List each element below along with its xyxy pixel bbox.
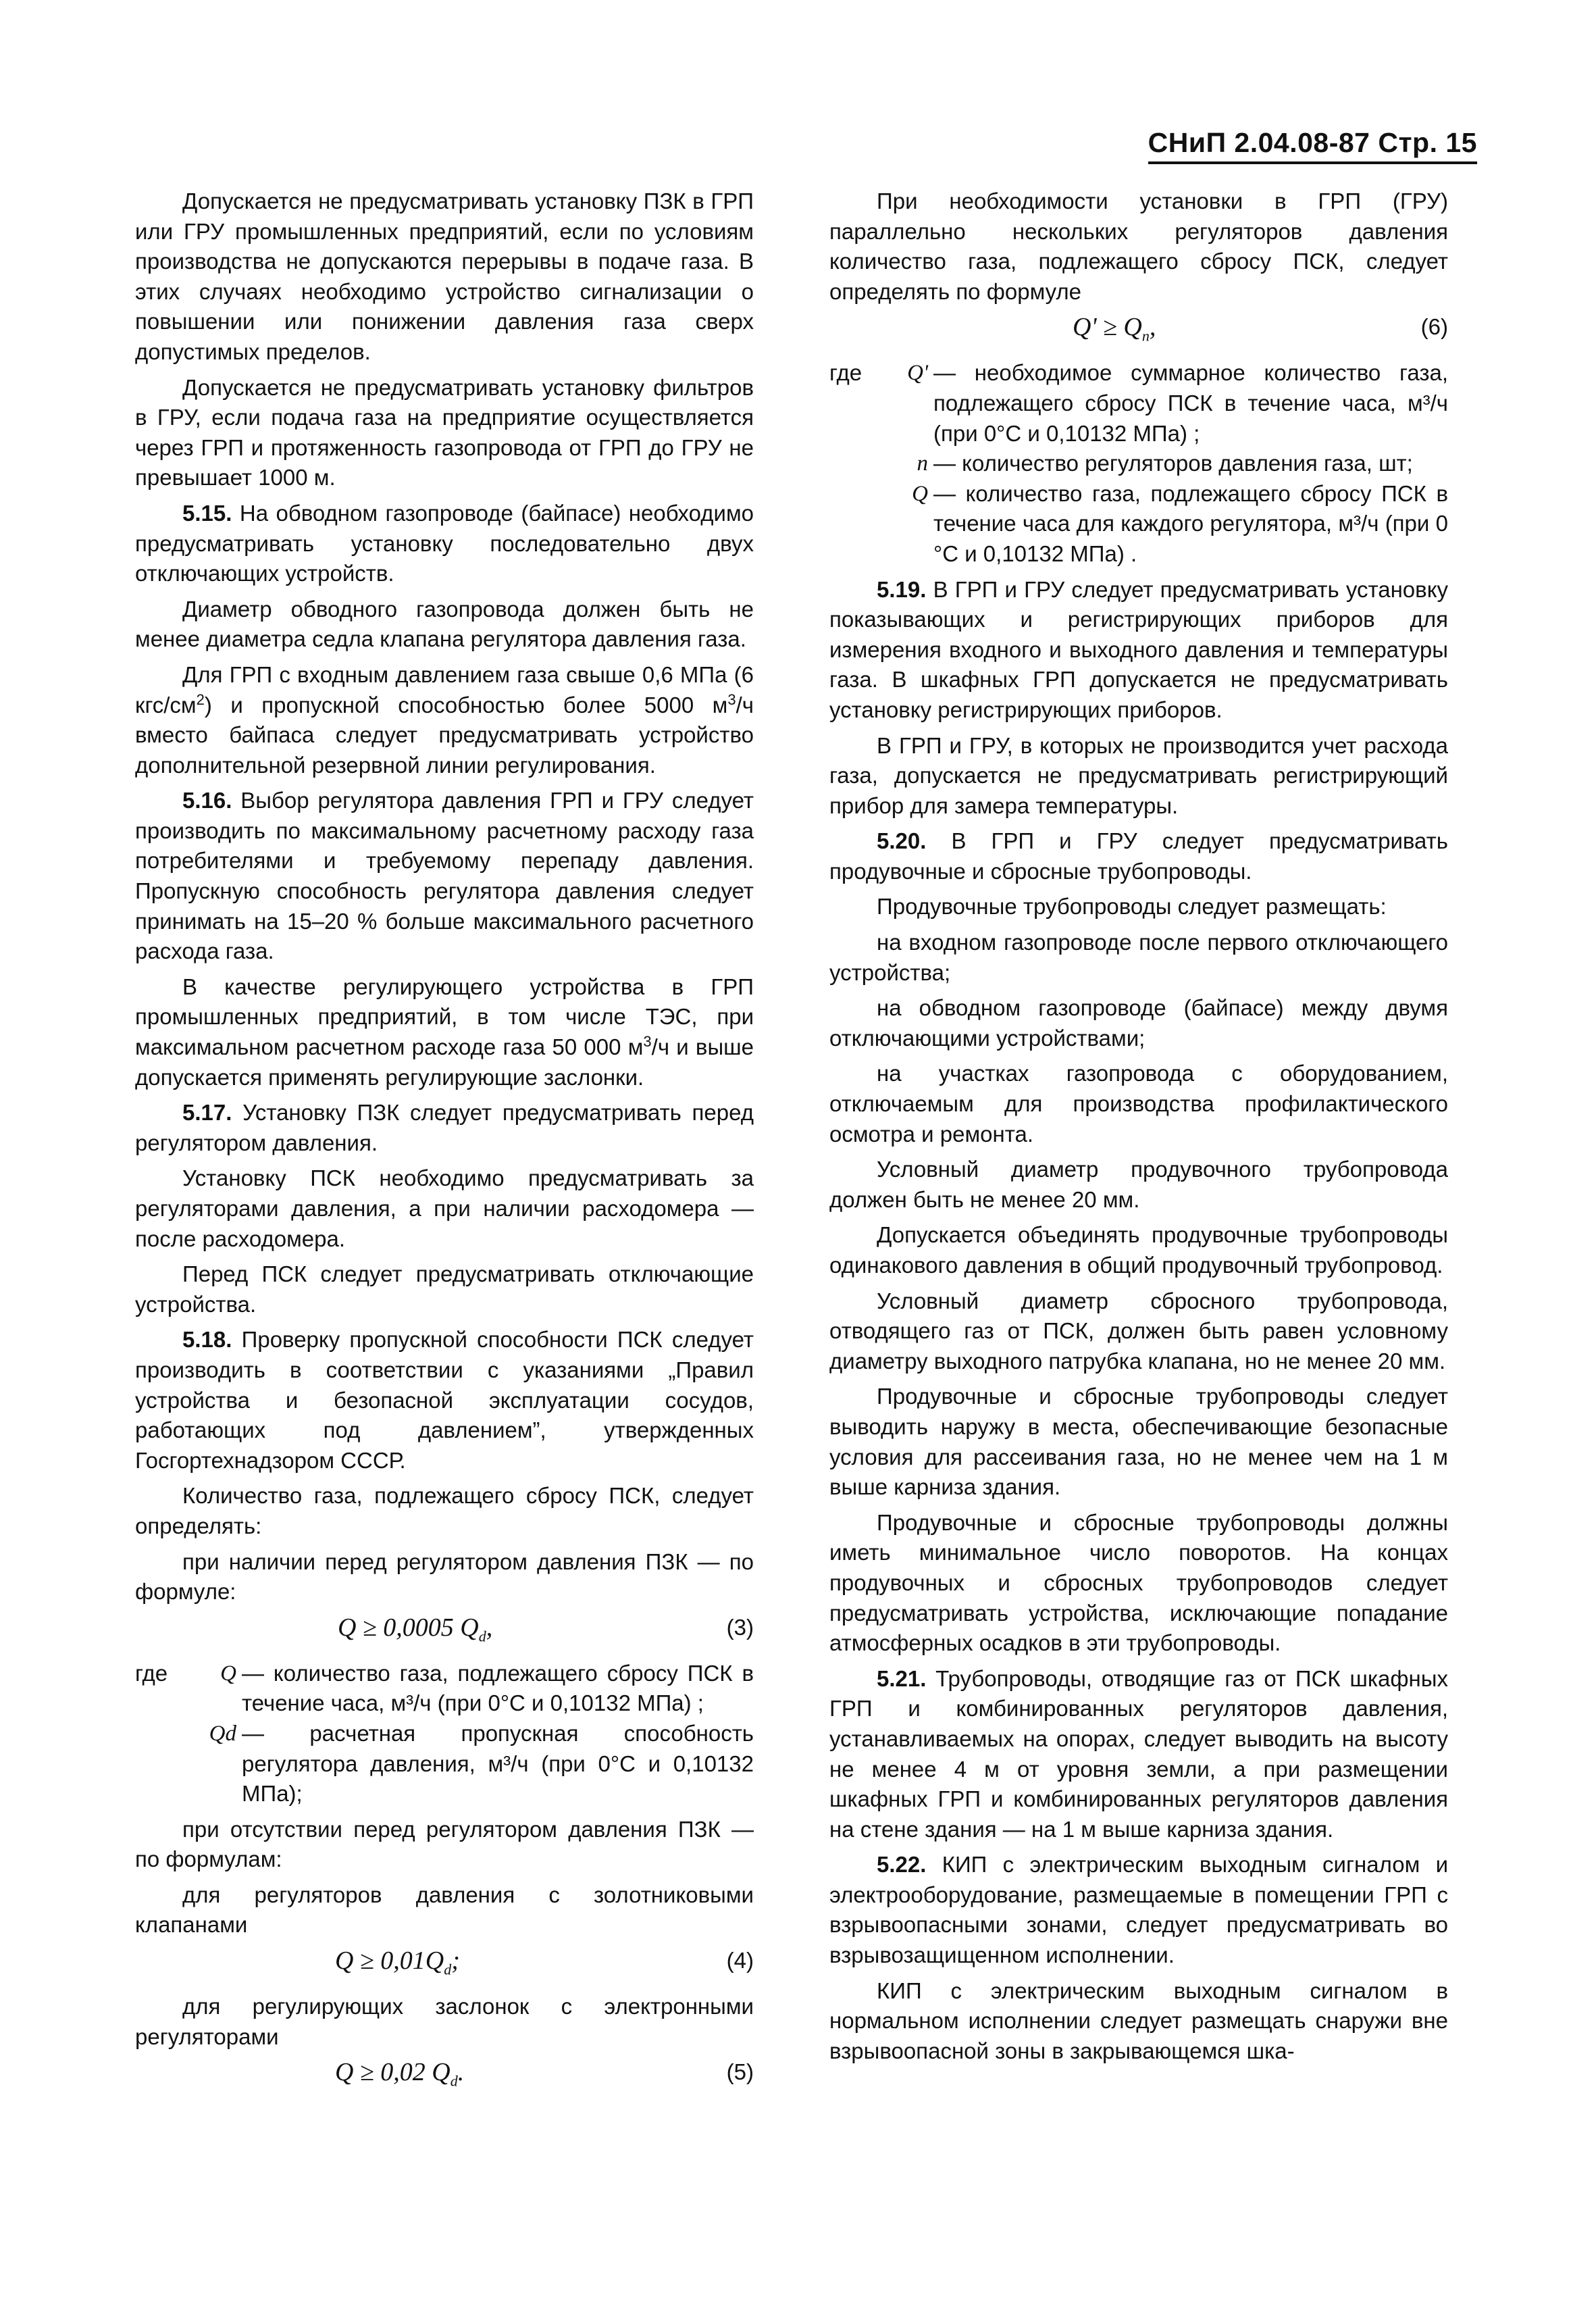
paragraph: Установку ПСК необходимо предусматривать за регуляторами давления, а при наличии расходомера — после расходомера. — [135, 1165, 754, 1251]
paragraph: В ГРП и ГРУ, в которых не производится учет расхода газа, допускается не предусматривать регистрирующий прибор для замера температуры. — [829, 732, 1448, 818]
definition-list — [829, 358, 1448, 569]
section-text: Установку ПЗК следует предусматривать перед регулятором давления. — [135, 1100, 754, 1155]
section-number: 5.21. — [877, 1665, 927, 1691]
definition-row — [829, 479, 1448, 570]
definition-text: — количество газа, подлежащего сбросу ПСК в течение часа, м³/ч (при 0°С и 0,10132 МПа) ; — [242, 1660, 754, 1716]
superscript: 2 — [196, 690, 205, 708]
section-number: 5.16. — [182, 788, 232, 813]
superscript: 3 — [643, 1033, 652, 1051]
spacer — [135, 1719, 176, 1809]
left-column — [135, 186, 754, 2103]
spacer — [829, 449, 877, 479]
where-label: где — [135, 1660, 168, 1686]
paragraph: Допускается не предусматривать установку ПЗК в ГРП или ГРУ промышленных предприятий, если по условиям производства не допускаются перерывы в подаче газа. В этих случаях необходимо устройство сигнализации о повышении или понижении давления газа сверх допустимых пределов. — [135, 188, 754, 364]
definition-row — [829, 449, 1448, 479]
section-5-21 — [829, 1664, 1448, 1845]
definition-text: — количество регуляторов давления газа, шт; — [933, 451, 1413, 476]
formula-5 — [135, 2057, 754, 2096]
symbol: Q — [220, 1661, 236, 1686]
symbol: Q' — [907, 361, 928, 386]
spacer — [829, 479, 877, 570]
section-5-16 — [135, 786, 754, 967]
section-5-17 — [135, 1098, 754, 1158]
section-text: Проверку пропускной способности ПСК следует производить в соответствии с указаниями „Правил устройства и безопасной эксплуатации сосудов, работающих под давлением”, утвержденных Госгортехнадзором СССР. — [135, 1327, 754, 1473]
paragraph: Допускается объединять продувочные трубопроводы одинакового давления в общий продувочный трубопровод. — [829, 1222, 1448, 1278]
section-number: 5.17. — [182, 1100, 232, 1126]
right-column — [829, 186, 1448, 2071]
paragraph: Количество газа, подлежащего сбросу ПСК, следует определять: — [135, 1483, 754, 1538]
paragraph: для регулирующих заслонок с электронными регуляторами — [135, 1994, 754, 2049]
formula-number: (4) — [726, 1948, 754, 1973]
section-number: 5.15. — [182, 500, 232, 526]
section-text: Выбор регулятора давления ГРП и ГРУ следует производить по максимальному расчетному расходу газа потребителями и требуемому перепаду давления. Пропускную способность регулятора давления следует принимать на 15–20 % больше максимального расчетного расхода газа. — [135, 788, 754, 964]
section-5-20 — [829, 826, 1448, 886]
formula-number: (5) — [726, 2059, 754, 2085]
formula-expression: Q ≥ 0,0005 $Q_d$, — [338, 1613, 493, 1645]
paragraph: Продувочные и сбросные трубопроводы должны иметь минимальное число поворотов. На концах продувочных и сбросных трубопроводов следует предусматривать устройства, исключающие попадание атмосферных осадков в эти трубопроводы. — [829, 1509, 1448, 1656]
definition-row — [829, 358, 1448, 449]
paragraph: При необходимости установки в ГРП (ГРУ) параллельно нескольких регуляторов давления количество газа, подлежащего сбросу ПСК, следует определять по формуле — [829, 188, 1448, 304]
paragraph: Диаметр обводного газопровода должен быть не менее диаметра седла клапана регулятора давления газа. — [135, 596, 754, 652]
section-number: 5.18. — [182, 1327, 232, 1353]
section-5-18 — [135, 1325, 754, 1476]
paragraph: при отсутствии перед регулятором давления ПЗК — по формулам: — [135, 1816, 754, 1872]
symbol: Q — [912, 481, 928, 506]
text-run: В качестве регулирующего устройства в ГРП промышленных предприятий, в том числе ТЭС, при максимальном расчетном расходе газа 50 000 м — [135, 974, 754, 1060]
formula-6 — [829, 312, 1448, 351]
symbol: Qd — [209, 1721, 236, 1746]
section-text: Трубопроводы, отводящие газ от ПСК шкафных ГРП и комбинированных регуляторов давления, устанавливаемых на опорах, следует выводить на высоту не менее 4 м от уровня земли, а при размещении шкафных ГРП и комбинированных регуляторов давления на стене здания — на 1 м выше карниза здания. — [829, 1665, 1448, 1842]
section-text: В ГРП и ГРУ следует предусматривать установку показывающих и регистрирующих приборов для измерения входного и выходного давления и температуры газа. В шкафных ГРП допускается не предусматривать установку регистрирующих приборов. — [829, 576, 1448, 722]
formula-4 — [135, 1946, 754, 1985]
text-run: ) и пропускной способностью более 5000 м — [204, 692, 728, 718]
paragraph: Продувочные трубопроводы следует размещать: — [877, 894, 1387, 920]
paragraph — [135, 660, 754, 780]
section-5-22 — [829, 1850, 1448, 1970]
paragraph: на входном газопроводе после первого отключающего устройства; — [829, 930, 1448, 985]
section-number: 5.22. — [877, 1852, 927, 1878]
definition-row — [135, 1719, 754, 1809]
symbol: n — [917, 451, 928, 476]
superscript: 3 — [727, 690, 736, 708]
definition-list — [135, 1659, 754, 1809]
section-5-19 — [829, 575, 1448, 726]
section-5-15 — [135, 499, 754, 589]
paragraph: Условный диаметр продувочного трубопровода должен быть не менее 20 мм. — [829, 1157, 1448, 1212]
formula-expression: $Q' \ge Q_n$, — [1073, 313, 1156, 345]
paragraph: на обводном газопроводе (байпасе) между двумя отключающими устройствами; — [829, 995, 1448, 1051]
formula-number: (3) — [726, 1614, 754, 1640]
page-header: СНиП 2.04.08-87 Стр. 15 — [1148, 127, 1477, 164]
paragraph: КИП с электрическим выходным сигналом в нормальном исполнении следует размещать снаружи вне взрывоопасной зоны в закрывающемся шка- — [829, 1978, 1448, 2063]
paragraph: для регуляторов давления с золотниковыми клапанами — [135, 1882, 754, 1938]
formula-expression: $Q \ge 0,01Q_d$; — [335, 1946, 460, 1978]
paragraph — [135, 972, 754, 1092]
section-text: На обводном газопроводе (байпасе) необходимо предусматривать установку последовательно двух отключающих устройств. — [135, 500, 754, 586]
where-label: где — [829, 360, 863, 386]
paragraph: на участках газопровода с оборудованием, отключаемым для производства профилактического осмотра и ремонта. — [829, 1061, 1448, 1147]
section-number: 5.20. — [877, 828, 927, 854]
section-text: КИП с электрическим выходным сигналом и электрооборудование, размещаемые в помещении ГРП с взрывоопасными зонами, следует предусматривать во взрывозащищенном исполнении. — [829, 1852, 1448, 1968]
paragraph: Условный диаметр сбросного трубопровода, отводящего газ от ПСК, должен быть равен условному диаметру выходного патрубка клапана, но не менее 20 мм. — [829, 1288, 1448, 1374]
paragraph: при наличии перед регулятором давления ПЗК — по формуле: — [135, 1549, 754, 1605]
paragraph: Допускается не предусматривать установку фильтров в ГРУ, если подача газа на предприятие осуществляется через ГРП и протяженность газопровода от ГРП до ГРУ не превышает 1000 м. — [135, 374, 754, 491]
formula-expression: Q ≥ 0,02 $Q_d$. — [335, 2058, 465, 2090]
text-run: Для ГРП с входным давлением газа свыше 0,6 МПа (6 кгс/см — [135, 661, 754, 718]
definition-text: — количество газа, подлежащего сбросу ПСК в течение часа для каждого регулятора, м³/ч (при 0 °С и 0,10132 МПа) . — [933, 480, 1448, 566]
section-text: В ГРП и ГРУ следует предусматривать продувочные и сбросные трубопроводы. — [829, 828, 1448, 884]
paragraph: Перед ПСК следует предусматривать отключающие устройства. — [135, 1261, 754, 1317]
section-number: 5.19. — [877, 576, 927, 602]
paragraph: Продувочные и сбросные трубопроводы следует выводить наружу в места, обеспечивающие безопасные условия для рассеивания газа, но не менее чем на 1 м выше карниза здания. — [829, 1384, 1448, 1500]
formula-number: (6) — [1420, 314, 1448, 340]
text-run: /ч и выше допускается применять регулирующие заслонки. — [135, 1034, 754, 1090]
definition-text: — необходимое суммарное количество газа, подлежащего сбросу ПСК в течение часа, м³/ч (при 0°С и 0,10132 МПа) ; — [933, 360, 1448, 446]
text-run: /ч вместо байпаса следует предусматривать устройство дополнительной резервной линии регулирования. — [135, 692, 754, 778]
definition-text: — расчетная пропускная способность регулятора давления, м³/ч (при 0°С и 0,10132 МПа); — [242, 1720, 754, 1807]
definition-row — [135, 1659, 754, 1719]
formula-3 — [135, 1613, 754, 1652]
